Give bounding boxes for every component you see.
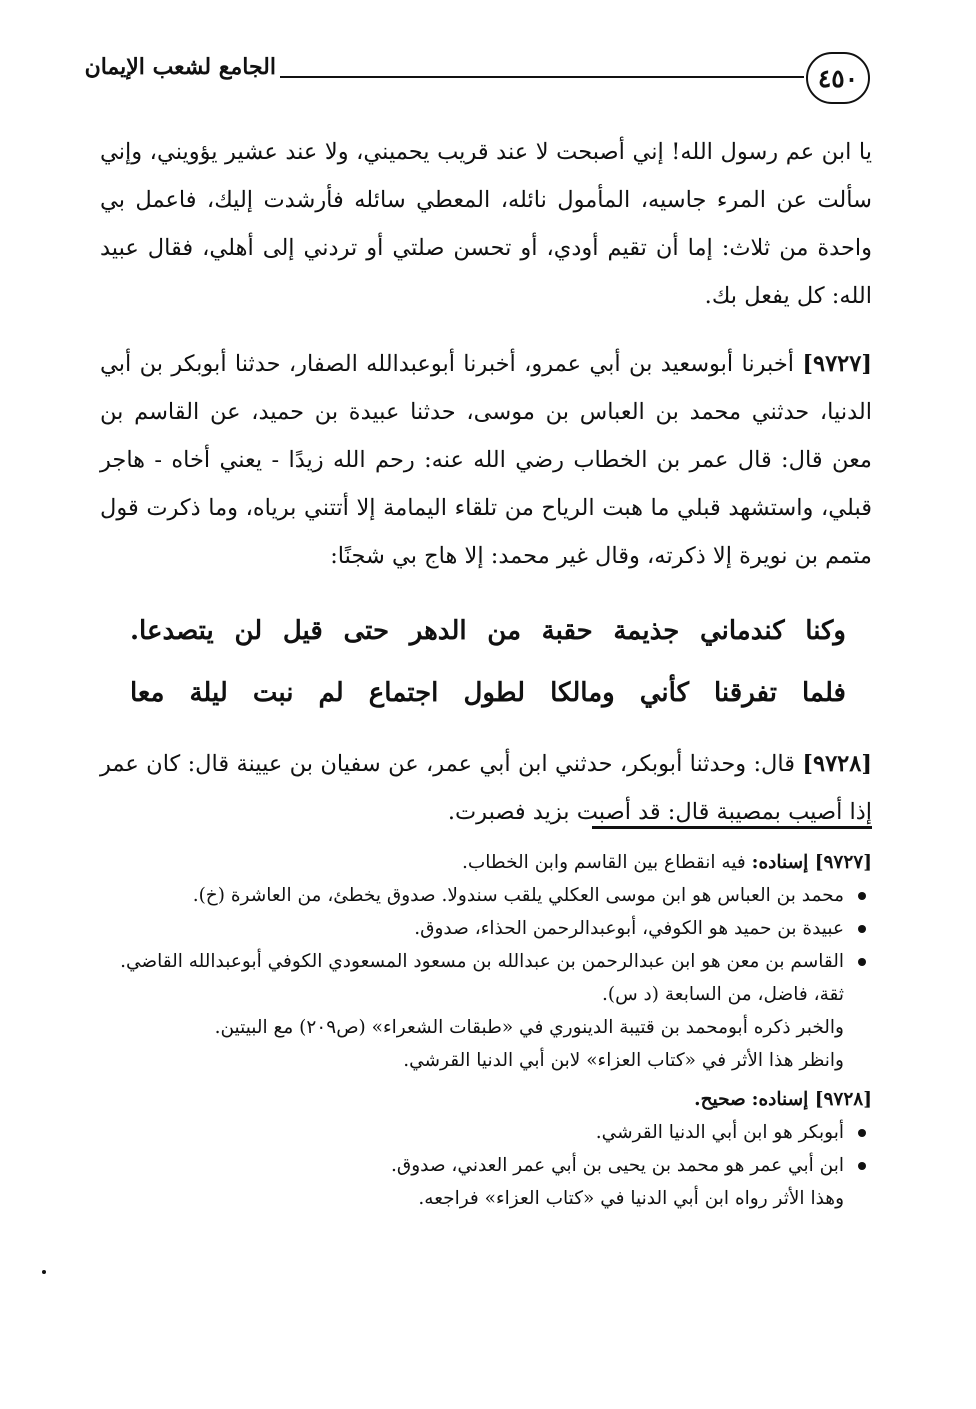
hadith-text: أخبرنا أبوسعيد بن أبي عمرو، أخبرنا أبوعبدالله الصفار، حدثنا أبوبكر بن أبي الدنيا، حدثني محمد بن العباس بن موسى، حدثنا عبيدة بن حميد، عن القاسم بن معن قال: قال عمر بن الخطاب رضي الله عنه: رحم الله زيدًا - يعني أخاه - هاجر قبلي، واستشهد قبلي ما هبت الرياح من تلقاء اليمامة إلا أتتني برياه، وما ذكرت قول متمم بن نويرة إلا ذكرته، وقال غير محمد: إلا هاج بي شجنًا:: [100, 351, 872, 569]
page-header: [84, 52, 870, 106]
paragraph-narration: يا ابن عم رسول الله! إني أصبحت لا عند قريب يحميني، ولا عند عشير يؤويني، وإني سألت عن المرء جاسيه، المأمول نائله، المعطي سائله فأرشدت إليك، فاعمل بي واحدة من ثلاث: إما أن تقيم أودي، أو تحسن صلتي أو تردني إلى أهلي، فقال عبيد الله: كل يفعل بك.: [100, 139, 872, 309]
footnote-note: وهذا الأثر رواه ابن أبي الدنيا في «كتاب العزاء» فراجعه.: [418, 1188, 844, 1209]
footnote-bullet: عبيدة بن حميد هو الكوفي، أبوعبدالرحمن الحذاء، صدوق.: [100, 912, 844, 945]
poem: [100, 600, 872, 724]
header-rule: [280, 76, 804, 78]
poem-verse: فلما تفرقنا كأني ومالكا لطول اجتماع لم نبت ليلة معا: [130, 678, 846, 708]
hadith-number: [٩٧٢٧]: [802, 351, 873, 377]
footnote-bullet: محمد بن العباس هو ابن موسى العكلي يلقب سندولا. صدوق يخطئ، من العاشرة (خ).: [100, 879, 844, 912]
page-number: ٤٥٠: [806, 52, 870, 104]
footnote-verdict: صحيح.: [694, 1089, 746, 1110]
footnote-bullet-list: [100, 1116, 872, 1182]
hadith-text: قال: وحدثنا أبوبكر، حدثني ابن أبي عمر، عن سفيان بن عيينة قال: كان عمر إذا أصيب بمصيبة قال: قد أصبت بزيد فصبرت.: [100, 751, 872, 825]
footnote-note: وانظر هذا الأثر في «كتاب العزاء» لابن أبي الدنيا القرشي.: [403, 1050, 844, 1071]
footnote-bullet-list: [100, 879, 872, 1011]
footnote-heading: [100, 1083, 872, 1116]
hadith-number: [٩٧٢٨]: [802, 751, 872, 777]
footnote-bullet: القاسم بن معن هو ابن عبدالرحمن بن عبدالله بن مسعود المسعودي الكوفي أبوعبدالله القاضي. ثقة، فاضل، من السابعة (د س).: [100, 945, 844, 1011]
footnote-bullet: ابن أبي عمر هو محمد بن يحيى بن أبي عمر العدني، صدوق.: [100, 1149, 844, 1182]
main-text: [100, 128, 872, 836]
footnote-verdict: فيه انقطاع بين القاسم وابن الخطاب.: [461, 852, 746, 873]
poem-verse: وكنا كندماني جذيمة حقبة من الدهر حتى قيل لن يتصدعا.: [130, 616, 846, 646]
footnote-separator: [592, 826, 872, 829]
footnote-label: [٩٧٢٨] إسناده:: [751, 1089, 872, 1110]
footnote-bullet: أبوبكر هو ابن أبي الدنيا القرشي.: [100, 1116, 844, 1149]
footnotes: [100, 846, 872, 1215]
hadith-9728: [100, 740, 872, 836]
footnote-label: [٩٧٢٧] إسناده:: [751, 852, 872, 873]
book-title: الجامع لشعب الإيمان: [84, 54, 276, 80]
footnote-note: والخبر ذكره أبومحمد بن قتيبة الدينوري في «طبقات الشعراء» (ص٢٠٩) مع البيتين.: [214, 1017, 844, 1038]
scan-speck: [42, 1270, 46, 1274]
footnote-heading: [100, 846, 872, 879]
hadith-9727: [100, 340, 872, 580]
